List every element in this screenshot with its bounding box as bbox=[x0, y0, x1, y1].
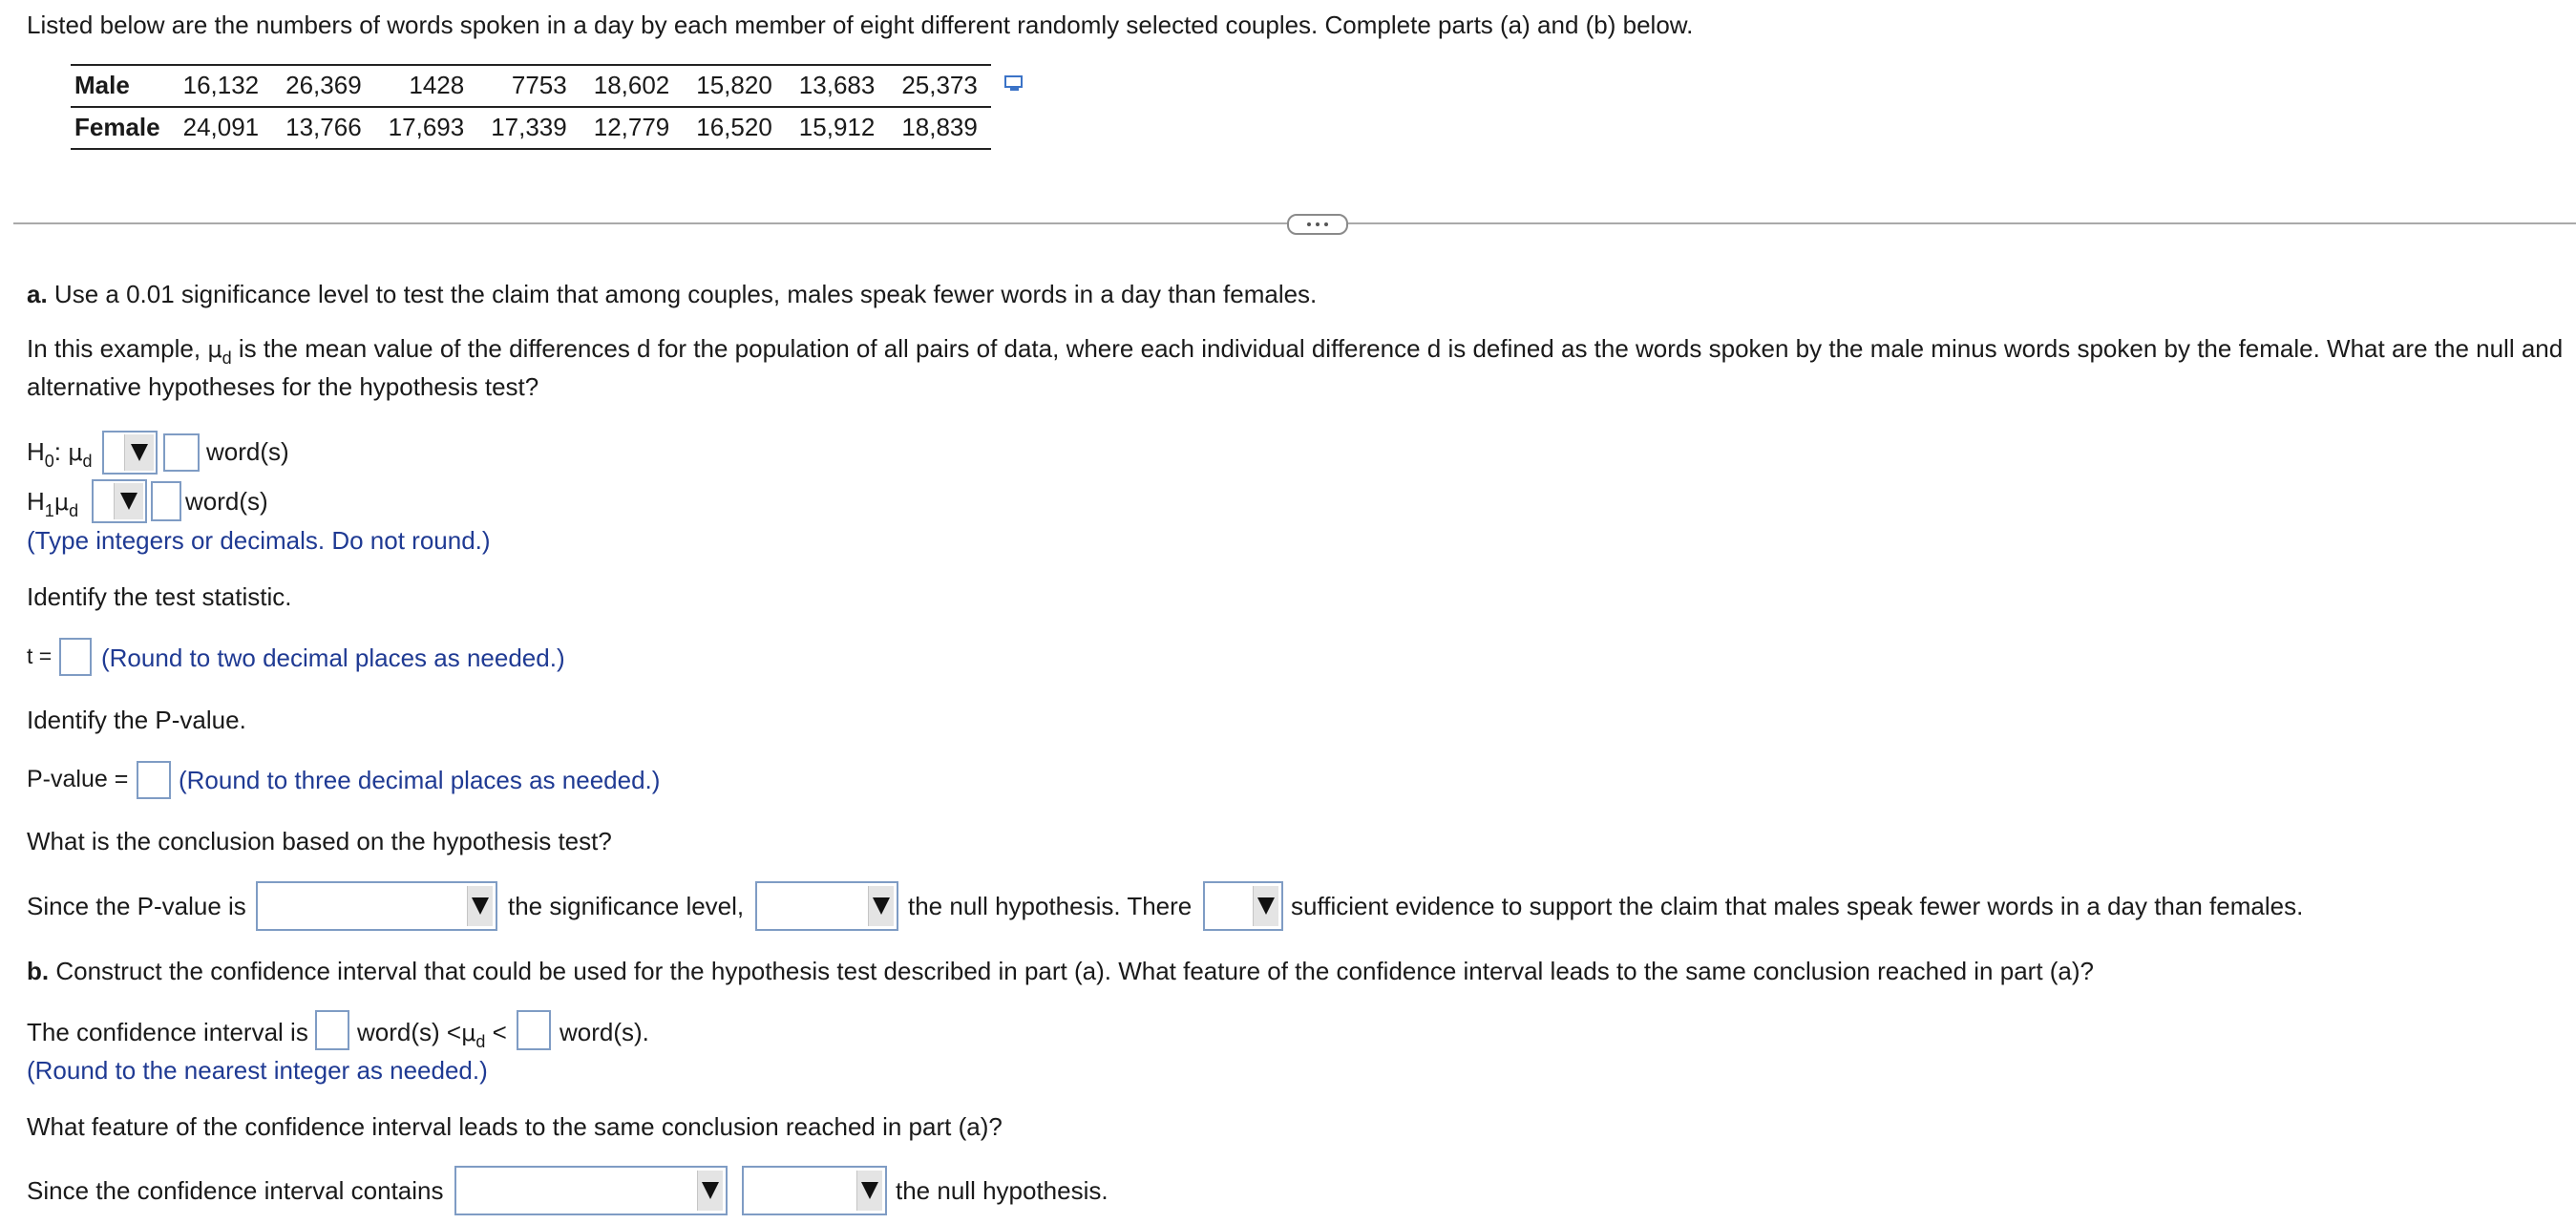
example-text: In this example, bbox=[27, 334, 208, 363]
sig-level-text: the significance level, bbox=[508, 892, 745, 920]
chevron-down-icon bbox=[467, 886, 493, 926]
ci-mid-text: word(s) < bbox=[357, 1018, 462, 1046]
chevron-down-icon bbox=[856, 1171, 882, 1211]
dot-icon bbox=[1324, 222, 1328, 226]
mu-symbol: μ bbox=[53, 489, 70, 516]
part-a-label: a. bbox=[27, 280, 48, 308]
chevron-down-icon bbox=[697, 1171, 723, 1211]
ci-upper-input[interactable] bbox=[517, 1010, 551, 1050]
p-value-hint: (Round to three decimal places as needed.) bbox=[179, 766, 661, 794]
table-cell: 25,373 bbox=[888, 65, 991, 107]
feature-prompt: What feature of the confidence interval leads to the same conclusion reached in part (a)? bbox=[27, 1112, 1003, 1141]
words-table bbox=[71, 64, 991, 150]
h-subscript: 1 bbox=[44, 501, 54, 520]
intro-text: Listed below are the numbers of words spoken in a day by each member of eight different randomly selected couples. Complete parts (a) and (b) below. bbox=[27, 11, 1694, 39]
conclusion-prompt: What is the conclusion based on the hypothesis test? bbox=[27, 827, 612, 855]
h1-relation-dropdown[interactable] bbox=[92, 479, 147, 523]
table-cell: 13,683 bbox=[786, 65, 889, 107]
table-row bbox=[71, 107, 991, 149]
table-cell: 16,520 bbox=[683, 107, 786, 149]
mu-symbol: μ bbox=[207, 336, 222, 363]
example-text: is the mean value of the differences d for the population of all pairs of data, where each individual difference d is defined as the words spoken by the male minus words spoken by the female. What are the null and bbox=[231, 334, 2564, 363]
ci-pre-text: The confidence interval is bbox=[27, 1018, 308, 1046]
h0-unit: word(s) bbox=[206, 437, 289, 466]
part-b-label: b. bbox=[27, 957, 50, 985]
table-cell: 7753 bbox=[477, 65, 581, 107]
null-there-text: the null hypothesis. There bbox=[908, 892, 1193, 920]
t-hint: (Round to two decimal places as needed.) bbox=[101, 644, 565, 672]
row-label: Male bbox=[71, 65, 170, 107]
chevron-down-icon bbox=[868, 886, 894, 926]
table-cell: 17,693 bbox=[375, 107, 478, 149]
mu-subscript: d bbox=[222, 348, 232, 368]
since-ci-text: Since the confidence interval contains bbox=[27, 1176, 444, 1205]
ci-post-text: word(s). bbox=[560, 1018, 649, 1046]
ci-contains-dropdown[interactable] bbox=[454, 1166, 728, 1215]
table-cell: 17,339 bbox=[477, 107, 581, 149]
table-row bbox=[71, 65, 991, 107]
reject-decision-dropdown[interactable] bbox=[755, 881, 898, 931]
h-subscript: 0 bbox=[44, 452, 54, 471]
more-options-button[interactable] bbox=[1287, 214, 1348, 235]
dot-icon bbox=[1316, 222, 1320, 226]
row-label: Female bbox=[71, 107, 170, 149]
mu-subscript: d bbox=[475, 1032, 486, 1051]
example-line-2: alternative hypotheses for the hypothesis test? bbox=[27, 372, 539, 401]
colon: : bbox=[53, 437, 62, 466]
chevron-down-icon bbox=[114, 483, 143, 519]
h1-value-input[interactable] bbox=[151, 481, 181, 521]
h0-value-input[interactable] bbox=[163, 433, 200, 472]
h-letter: H bbox=[27, 487, 45, 516]
part-b-prompt bbox=[27, 959, 2094, 983]
evidence-dropdown[interactable] bbox=[1203, 881, 1283, 931]
p-value-label: P-value = bbox=[27, 766, 129, 792]
chevron-down-icon bbox=[1253, 886, 1278, 926]
part-a-prompt bbox=[27, 282, 1317, 306]
mu-symbol: μ bbox=[461, 1020, 476, 1046]
hypothesis-hint: (Type integers or decimals. Do not round.) bbox=[27, 526, 491, 555]
h1-label bbox=[27, 489, 78, 519]
ci-middle-text bbox=[357, 1020, 507, 1050]
mu-subscript: d bbox=[82, 452, 93, 471]
sufficient-text: sufficient evidence to support the claim that males speak fewer words in a day than females. bbox=[1291, 892, 2304, 920]
t-label: t = bbox=[27, 644, 53, 668]
h-letter: H bbox=[27, 437, 45, 466]
table-cell: 15,912 bbox=[786, 107, 889, 149]
ci-hint: (Round to the nearest integer as needed.) bbox=[27, 1056, 488, 1085]
h1-unit: word(s) bbox=[185, 487, 268, 516]
table-cell: 18,602 bbox=[581, 65, 684, 107]
less-than: < bbox=[492, 1018, 507, 1046]
table-cell: 24,091 bbox=[170, 107, 273, 149]
p-vs-alpha-dropdown[interactable] bbox=[256, 881, 497, 931]
part-a-text: Use a 0.01 significance level to test the claim that among couples, males speak fewer words in a day than females. bbox=[53, 280, 1318, 308]
p-value-input[interactable] bbox=[137, 761, 171, 799]
part-b-text: Construct the confidence interval that could be used for the hypothesis test described in part (a). What feature of the confidence interval leads to the same conclusion reached in part (a)? bbox=[55, 957, 2094, 985]
null-end-text: the null hypothesis. bbox=[896, 1176, 1109, 1205]
t-value-input[interactable] bbox=[59, 638, 92, 676]
table-cell: 13,766 bbox=[272, 107, 375, 149]
example-line-1 bbox=[27, 336, 2563, 367]
test-stat-prompt: Identify the test statistic. bbox=[27, 582, 292, 611]
copy-table-icon[interactable] bbox=[1004, 75, 1025, 93]
h0-relation-dropdown[interactable] bbox=[102, 431, 158, 475]
since-p-text: Since the P-value is bbox=[27, 892, 246, 920]
table-cell: 1428 bbox=[375, 65, 478, 107]
table-cell: 26,369 bbox=[272, 65, 375, 107]
table-cell: 12,779 bbox=[581, 107, 684, 149]
dot-icon bbox=[1307, 222, 1311, 226]
mu-symbol: μ bbox=[68, 439, 83, 466]
p-value-prompt: Identify the P-value. bbox=[27, 706, 246, 734]
table-cell: 15,820 bbox=[683, 65, 786, 107]
h0-label bbox=[27, 439, 93, 470]
ci-decision-dropdown[interactable] bbox=[742, 1166, 887, 1215]
chevron-down-icon bbox=[124, 434, 154, 471]
table-cell: 18,839 bbox=[888, 107, 991, 149]
mu-subscript: d bbox=[69, 501, 79, 520]
ci-lower-input[interactable] bbox=[315, 1010, 349, 1050]
table-cell: 16,132 bbox=[170, 65, 273, 107]
